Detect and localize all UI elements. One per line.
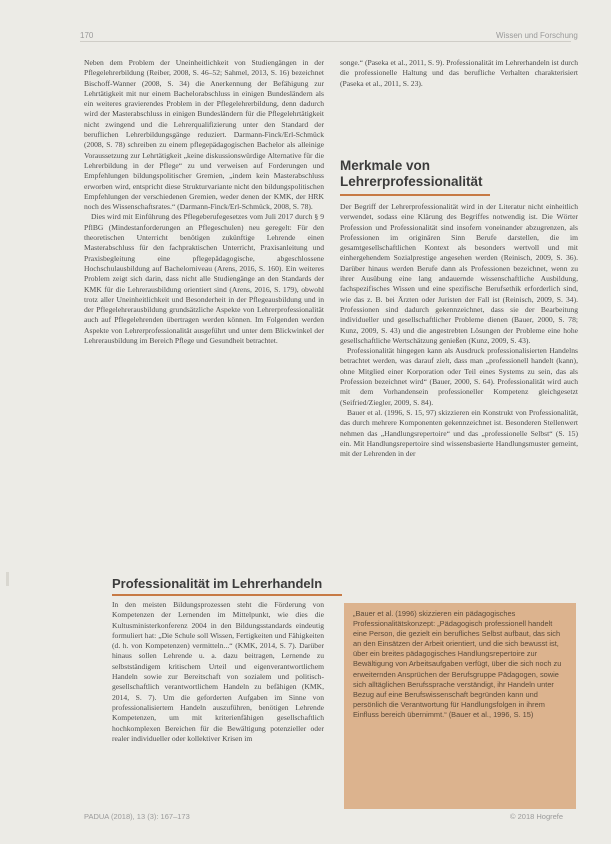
section-name: Wissen und Forschung <box>496 31 578 40</box>
heading-underline <box>112 594 342 596</box>
right-column-top <box>340 58 578 89</box>
section-heading-professionalitaet: Professionalität im Lehrerhandeln <box>112 576 323 591</box>
footer-publisher: © 2018 Hogrefe <box>510 812 564 821</box>
heading-line-2: Lehrerprofessionalität <box>340 174 483 189</box>
paragraph: Neben dem Problem der Uneinheitlichkeit von Studiengängen in der Pflegelehrerbildung (Reiber, 2008, S. 46–52; Sahmel, 2013, S. 16) bezeichnet Bischoff-Wanner (2008, S. 34) die Anerkennung der Befähigung zur Lehrtätigkeit mit nur einem Bachelorabschluss in einigen Bundesländern als ein weiteres gravierendes Problem in der Pflegelehrerbildung, denn dadurch wird der Masterabschluss in einigen Bundesländern für die Pflegelehrtätigkeit nicht zwingend und die Lehrerqualifizierung unter den Standard der beruflichen Lehrerbildungsgänge reduziert. Darmann-Finck/Erl-Schmück (2008, S. 78) schreiben zu einem pflegepädagogischen Bachelor als alleinige Voraussetzung zur Lehrtätigkeit „keine diskussionswürdige Alternative für die Lehrerbildung in der Pflege“ zu und verweisen auf Forderungen und Empfehlungen bildungspolitischer Gremien, „indem kein Masterabschluss erworben wird, entspricht diese Strukturvariante nicht den bildungspolitischen Empfehlungen der verschiedenen Gremien, weder denen der KMK, der HRK noch des Wissenschaftsrates.“ (Darmann-Finck/Erl-Schmück, 2008, S. 78). <box>84 58 324 212</box>
paragraph: Bauer et al. (1996, S. 15, 97) skizzieren ein Konstrukt von Professionalität, das durch mehrere Komponenten gekennzeichnet ist. Besonderen Stellenwert nehmen das „Handlungsrepertoire“ und das „professionelle Selbst“ (S. 15) ein. Mit Handlungsrepertoire sind wissensbasierte Handlungsmuster gemeint, mit der Lehrenden in der <box>340 407 578 459</box>
left-column-upper <box>84 58 324 346</box>
left-column-lower <box>112 600 324 744</box>
quote-text: „Bauer et al. (1996) skizzieren ein pädagogisches Professionalitätskonzept: „Pädagogisch professionell handelt eine Person, die gezielt ein berufliches Selbst aufbaut, das sich an den Einsätzen der Arbeit orientiert, und die sich bewusst ist, über ein breites pädagogisches Handlungsrepertoire zur Bewältigung von Arbeitsaufgaben verfügt, über die sich noch zu erweiternden Ansprüchen der Berufsgruppe Pädagogen, sowie sich alltäglichen Berufssprache verständigt, ihr Handeln unter Bezug auf eine Berufswissenschaft begründen kann und persönlich die Verantwortung für Handlungsfolgen in ihrem Einfluss bereich übernimmt.“ (Bauer et al., 1996, S. 15) <box>353 609 562 719</box>
paragraph: songe.“ (Paseka et al., 2011, S. 9). Professionalität im Lehrerhandeln ist durch die professionelle Haltung und das berufliche Verhalten charakterisiert (Paseka et al., 2011, S. 23). <box>340 58 578 88</box>
right-column-body <box>340 202 578 459</box>
paragraph: Professionalität hingegen kann als Ausdruck professionalisierten Handelns betrachtet werden, was darauf zielt, dass man „professionell handelt (kann), ohne Mitglied einer Korporation oder Teil eines Systems zu sein, das als Profession bezeichnet wird“ (Bauer, 2000, S. 64). Professionalität wird auch mit dem Vorhandensein professioneller Kompetenz gleichgesetzt (Seifried/Ziegler, 2009, S. 84). <box>340 346 578 407</box>
margin-mark <box>6 572 9 586</box>
paragraph: In den meisten Bildungsprozessen steht die Förderung von Kompetenzen der Lernenden im Mittelpunkt, wie dies die Kultusministerkonferenz 2004 in den Bildungsstandards eindeutig formuliert hat: „Die Schule soll Wissen, Fertigkeiten und Fähigkeiten (d. h. von Kompetenzen) vermitteln...“ (KMK, 2014, S. 7). Darüber hinaus sollen Lehrende u. a. dazu beitragen, Lernende zu selbstständigem kritischem Urteil und eigenverantwortlichem Handeln sowie zur Bereitschaft von sozialem und politisch-gesellschaftlich verantwortlichem Handeln zu befähigen (KMK, 2014, S. 7). Um die geforderten Aufgaben im Sinne von professionalisiertem Handeln auszuführen, benötigen Lehrende Kompetenzen, um mit kriterienfähigen gesellschaftlich hochkomplexen Bereichen für die Bewältigung potenzieller oder realer individueller oder kollektiver Krisen im <box>112 600 324 743</box>
quote-box <box>344 603 576 809</box>
section-heading-merkmale <box>340 158 560 190</box>
footer-citation: PADUA (2018), 13 (3): 167–173 <box>84 812 190 821</box>
heading-line-1: Merkmale von <box>340 158 431 173</box>
page-number: 170 <box>80 31 94 40</box>
page-header <box>0 0 611 40</box>
header-divider <box>80 41 571 42</box>
heading-underline <box>340 194 490 196</box>
paragraph: Der Begriff der Lehrerprofessionalität wird in der Literatur nicht einheitlich verwendet, sodass eine Klärung des Begriffes notwendig ist. Die Wörter Profession und Professionalität sind insofern voneinander abzugrenzen, als Professionen im originären Sinn Berufe darstellen, die im gesamtgesellschaftlichen Kontext als besonders wertvoll und mit einhergehendem Sozialprestige angesehen werden (Reinisch, 2009, S. 36). Darüber hinaus werden Berufe dann als Professionen bezeichnet, wenn zu ihrer Ausübung eine lang andauernde wissenschaftliche Ausbildung, fachspezifisches Wissen und eine spezifische Berufsethik erforderlich sind, wie das z. B. bei Ärzten oder Juristen der Fall ist (Reinisch, 2009, S. 34). Professionen sind dadurch gekennzeichnet, dass sie der Bearbeitung individueller und gesellschaftlicher Probleme dienen (Bauer, 2000, S. 78; Kunz, 2009, S. 43) und die angestrebten Lösungen der Probleme eine hohe gesellschaftliche Wertschätzung genießen (Kunz, 2009, S. 43). <box>340 202 578 345</box>
paragraph: Dies wird mit Einführung des Pflegeberufegesetzes vom Juli 2017 durch § 9 PflBG (Mindestanforderungen an Pflegeschulen) neu geregelt: Für den theoretischen Unterricht benötigen zukünftige Lehrende einen Masterabschluss für den fachpraktischen Unterricht, Praxisanleitung und Praxisbegleitung eine pflegepädagogische, abgeschlossene Hochschulausbildung auf Bachelorniveau (Arens, 2016, S. 160). Ein weiteres Problem zeigt sich darin, dass nicht alle Studiengänge an den Standards der KMK für die Lehrerausbildung orientiert sind (Arens, 2016, S. 179), obwohl trotz aller Uneinheitlichkeit und Besonderheit in der Pflegeausbildung und in der Pflegelehrerausbildung grundsätzliche Aspekte von Lehrerprofessionalität auch auf Pflegelehrenden übertragen werden können. Im Folgenden werden Aspekte von Lehrerprofessionalität ausgeführt und unter dem Blickwinkel der Lehrerausbildung im Bereich Pflege und Gesundheit betrachtet. <box>84 212 324 346</box>
